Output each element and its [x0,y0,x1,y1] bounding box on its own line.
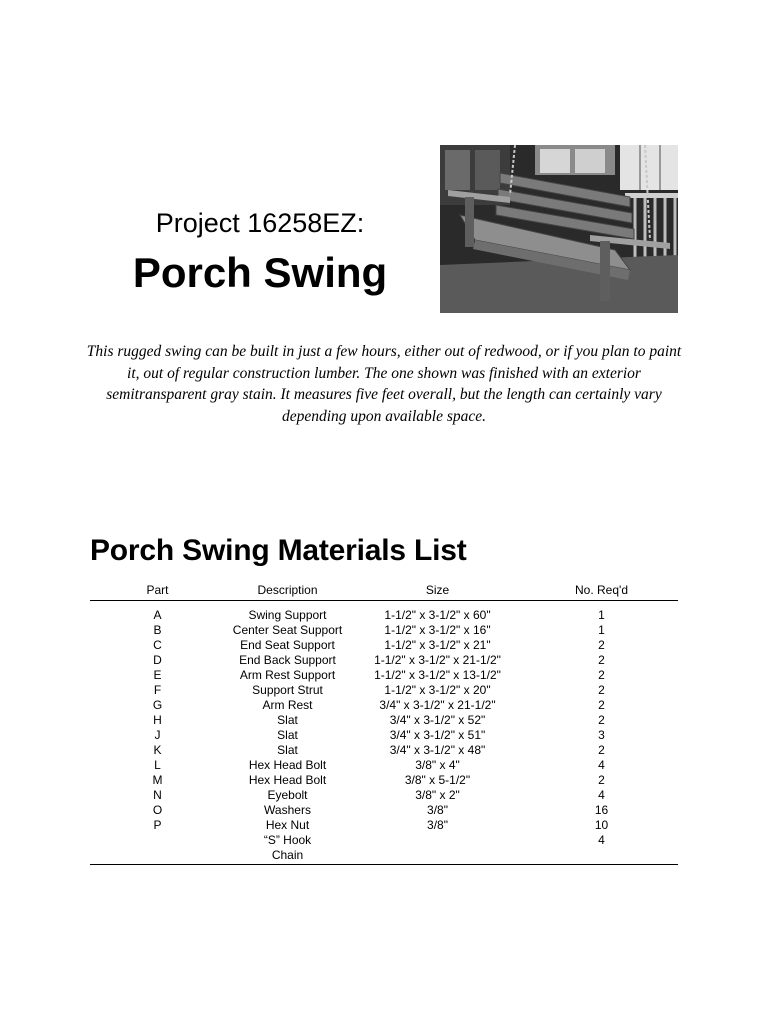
description-cell: Arm Rest Support [239,668,336,682]
description-cell: Eyebolt [267,788,308,802]
quantity-cell: 2 [598,683,605,697]
description-cell: “S” Hook [263,833,312,847]
size-cell: 3/4" x 3-1/2" x 48" [389,743,486,757]
size-cell: 1-1/2" x 3-1/2" x 20" [384,683,491,697]
part-cell: B [153,623,162,637]
table-row [90,601,678,624]
table-row [90,698,678,713]
intro-paragraph: This rugged swing can be built in just a few hours, either out of redwood, or if you plan to paint it, out of regular construction lumber. The one shown was finished with an exterior semitransparent gray stain. It measures five feet overall, but the length can certainly vary depending upon available space. [86,343,682,425]
size-cell: 3/8" x 4" [415,758,460,772]
porch-swing-photo [440,145,678,313]
part-cell [90,833,225,848]
table-row [90,653,678,668]
part-cell: C [153,638,162,652]
table-row [90,638,678,653]
quantity-cell: 2 [598,773,605,787]
part-cell: A [153,608,162,622]
part-cell: O [152,803,163,817]
description-cell: Support Strut [252,683,323,697]
materials-table [90,582,678,865]
table-row [90,713,678,728]
size-cell: 1-1/2" x 3-1/2" x 21" [384,638,491,652]
part-cell [90,848,225,865]
column-header-description: Description [225,582,350,601]
part-cell: F [153,683,162,697]
table-row [90,818,678,833]
quantity-cell: 2 [598,638,605,652]
column-header-part: Part [90,582,225,601]
materials-table-wrapper [90,582,678,865]
table-row [90,623,678,638]
part-cell: D [153,653,162,667]
quantity-cell [525,848,678,865]
quantity-cell: 4 [598,833,605,847]
table-row [90,743,678,758]
size-cell: 3/8" [427,803,448,817]
size-cell [350,848,525,865]
description-cell: Arm Rest [262,698,313,712]
title-block [90,205,430,299]
table-row [90,848,678,865]
part-cell: N [153,788,162,802]
table-row [90,683,678,698]
size-cell: 3/8" x 5-1/2" [404,773,471,787]
part-cell: J [154,728,161,742]
quantity-cell: 2 [598,713,605,727]
quantity-cell: 4 [598,758,605,772]
table-row [90,803,678,818]
description-cell: Washers [264,803,311,817]
table-header-row [90,582,678,601]
description-cell: Hex Head Bolt [248,773,327,787]
size-cell: 3/4" x 3-1/2" x 21-1/2" [379,698,496,712]
project-number: Project 16258EZ: [155,208,365,238]
column-header-quantity: No. Req'd [525,582,678,601]
size-cell: 1-1/2" x 3-1/2" x 60" [384,608,491,622]
description-cell: Hex Head Bolt [248,758,327,772]
description-cell: Slat [277,728,298,742]
size-cell [350,833,525,848]
materials-table-body [90,601,678,865]
page-title: Porch Swing [132,249,388,296]
quantity-cell: 2 [598,698,605,712]
quantity-cell: 1 [598,608,605,622]
size-cell: 3/4" x 3-1/2" x 52" [389,713,486,727]
part-cell: L [154,758,161,772]
part-cell: M [152,773,163,787]
description-cell: End Back Support [239,653,336,667]
description-cell: Slat [277,743,298,757]
table-row [90,728,678,743]
quantity-cell: 3 [598,728,605,742]
part-cell: P [153,818,162,832]
table-row [90,758,678,773]
quantity-cell: 2 [598,743,605,757]
part-cell: E [153,668,162,682]
quantity-cell: 1 [598,623,605,637]
column-header-size: Size [350,582,525,601]
part-cell: H [153,713,162,727]
description-cell: Slat [277,713,298,727]
quantity-cell: 16 [594,803,609,817]
size-cell: 3/4" x 3-1/2" x 51" [389,728,486,742]
quantity-cell: 2 [598,668,605,682]
size-cell: 3/8" x 2" [415,788,460,802]
table-row [90,668,678,683]
part-cell: K [153,743,162,757]
quantity-cell: 10 [594,818,609,832]
quantity-cell: 2 [598,653,605,667]
part-cell: G [152,698,163,712]
table-row [90,788,678,803]
table-row [90,773,678,788]
size-cell: 1-1/2" x 3-1/2" x 13-1/2" [374,668,501,682]
size-cell: 3/8" [427,818,448,832]
description-cell: Center Seat Support [232,623,343,637]
size-cell: 1-1/2" x 3-1/2" x 16" [384,623,491,637]
materials-list-title: Porch Swing Materials List [90,534,467,567]
description-cell: End Seat Support [240,638,335,652]
description-cell: Hex Nut [265,818,310,832]
description-cell: Swing Support [248,608,327,622]
table-row [90,833,678,848]
quantity-cell: 4 [598,788,605,802]
size-cell: 1-1/2" x 3-1/2" x 21-1/2" [374,653,501,667]
description-cell: Chain [271,848,304,862]
